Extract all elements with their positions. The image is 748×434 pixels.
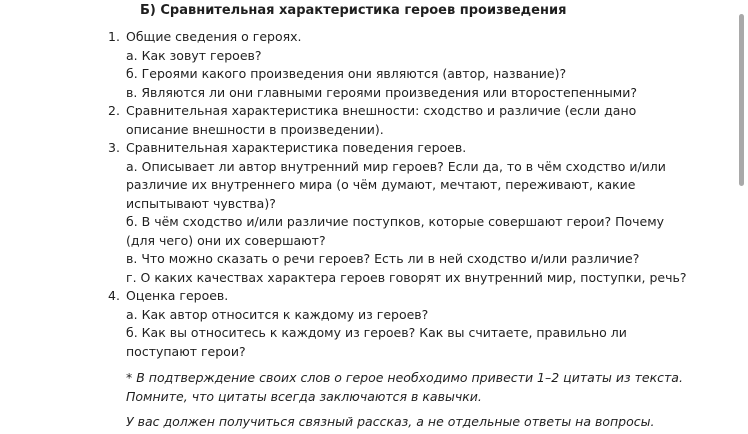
item-4-line-a: а. Как автор относится к каждому из героев? <box>126 306 429 322</box>
list-number-1: 1. <box>108 29 120 44</box>
item-3-title: Сравнительная характеристика поведения героев. <box>126 140 467 155</box>
item-1-line-b: б. Героями какого произведения они являются (автор, название)? <box>126 66 567 81</box>
item-3-line-a3: испытывают чувства)? <box>126 195 276 211</box>
conclusion-text: У вас должен получиться связный рассказ, а не отдельные ответы на вопросы. <box>126 414 655 429</box>
citation-note-line-2: Помните, что цитаты всегда заключаются в кавычки. <box>126 388 482 404</box>
item-2-line-1: описание внешности в произведении). <box>126 121 384 137</box>
item-2-title: Сравнительная характеристика внешности: сходство и различие (если дано <box>126 103 637 118</box>
item-1-line-a: а. Как зовут героев? <box>126 47 262 63</box>
item-1-title: Общие сведения о героях. <box>126 29 302 44</box>
item-4-line-b1: б. Как вы относитесь к каждому из героев? Как вы считаете, правильно ли <box>126 325 627 340</box>
citation-note-text-1: В подтверждение своих слов о герое необходимо привести 1–2 цитаты из текста. <box>136 370 683 385</box>
item-4-title: Оценка героев. <box>126 288 229 303</box>
list-number-2: 2. <box>108 103 120 118</box>
scrollbar-thumb[interactable] <box>739 14 744 186</box>
item-3-line-a1: а. Описывает ли автор внутренний мир героев? Если да, то в чём сходство и/или <box>126 158 666 174</box>
citation-note-line-1 <box>126 369 683 388</box>
item-3-line-d: г. О каких качествах характера героев говорят их внутренний мир, поступки, речь? <box>126 269 687 285</box>
vertical-scrollbar[interactable] <box>734 0 748 434</box>
item-3-line-c: в. Что можно сказать о речи героев? Есть ли в ней сходство и/или различие? <box>126 251 640 266</box>
asterisk-mark: * <box>126 370 133 385</box>
item-1-line-c: в. Являются ли они главными героями произведения или второстепенными? <box>126 84 637 100</box>
list-number-4: 4. <box>108 288 120 303</box>
item-3-line-a2: различие их внутреннего мира (о чём думают, мечтают, переживают, какие <box>126 177 636 192</box>
section-heading: Б) Сравнительная характеристика героев произведения <box>140 3 567 18</box>
item-3-line-b2: (для чего) они их совершают? <box>126 232 326 248</box>
item-3-line-b1: б. В чём сходство и/или различие поступков, которые совершают герои? Почему <box>126 214 665 229</box>
item-4-line-b2: поступают герои? <box>126 343 246 359</box>
list-number-3: 3. <box>108 140 120 155</box>
